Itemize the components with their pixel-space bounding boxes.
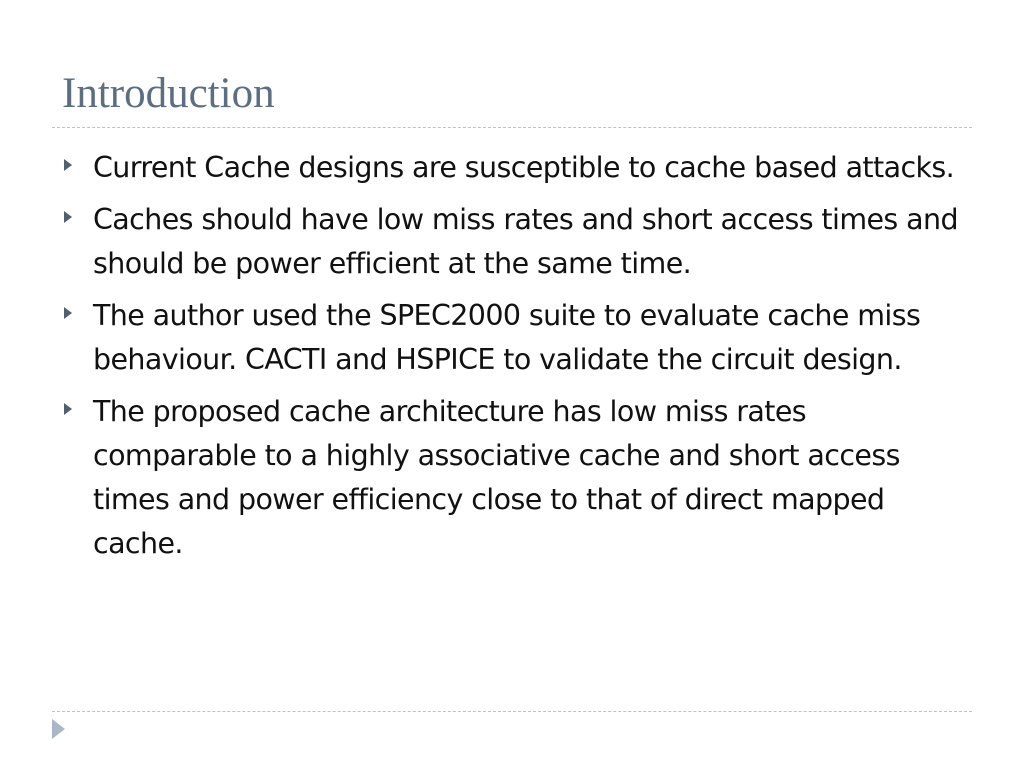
bullet-text: The author used the SPEC2000 suite to evaluate cache miss behaviour. CACTI and HSPICE to validate the circuit design. [93, 299, 921, 376]
footer-triangle-icon [52, 719, 65, 739]
footer-divider [52, 711, 972, 712]
bullet-item [62, 146, 972, 190]
bullet-text: The proposed cache architecture has low miss rates comparable to a highly associative cache and short access times and power efficiency close to that of direct mapped cache. [93, 395, 900, 560]
bullet-item [62, 294, 972, 382]
title-divider [52, 127, 972, 128]
bullet-text: Current Cache designs are susceptible to cache based attacks. [93, 151, 955, 184]
bullet-item [62, 198, 972, 286]
bullet-triangle-icon [64, 403, 72, 415]
bullet-item [62, 390, 972, 566]
bullet-text: Caches should have low miss rates and short access times and should be power efficient at the same time. [93, 203, 958, 280]
bullet-triangle-icon [64, 307, 72, 319]
bullet-triangle-icon [64, 211, 72, 223]
slide-title: Introduction [62, 70, 275, 117]
bullet-triangle-icon [64, 159, 72, 171]
bullet-list [62, 146, 972, 574]
